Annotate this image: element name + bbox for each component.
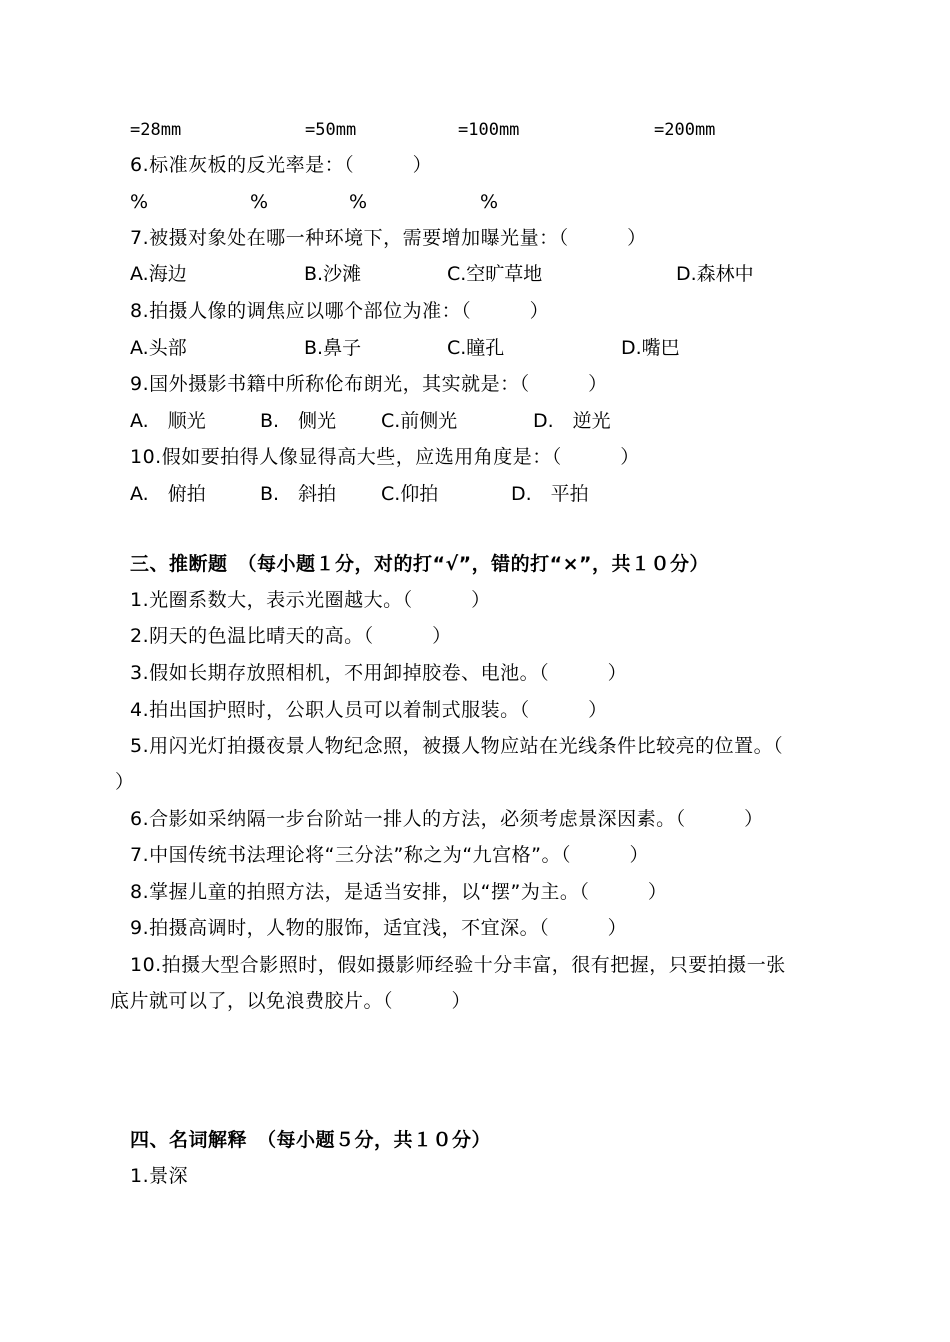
section-3-heading: 三、推断题 （每小题１分，对的打“√”，错的打“×”，共１０分） <box>130 553 710 575</box>
q9-option-b: B. 侧光 <box>260 410 337 432</box>
q6-option-b: % <box>250 191 269 213</box>
list-item: 2.阴天的色温比晴天的高。（ ） <box>130 625 452 647</box>
q7-option-c: C.空旷草地 <box>447 263 543 285</box>
list-item-continuation: 底片就可以了，以免浪费胶片。（ ） <box>110 990 472 1012</box>
q10-option-c: C.仰拍 <box>381 483 439 505</box>
question-9: 9.国外摄影书籍中所称伦布朗光，其实就是：（ ） <box>130 373 608 395</box>
list-item: 7.中国传统书法理论将“三分法”称之为“九宫格”。（ ） <box>130 844 650 866</box>
list-item: 6.合影如采纳隔一步台阶站一排人的方法，必须考虑景深因素。（ ） <box>130 808 764 830</box>
q8-option-b: B.鼻子 <box>304 337 362 359</box>
question-8: 8.拍摄人像的调焦应以哪个部位为准：（ ） <box>130 300 550 322</box>
list-item: 3.假如长期存放照相机，不用卸掉胶卷、电池。（ ） <box>130 662 628 684</box>
q5-option-a: =28mm <box>130 120 182 140</box>
list-item: 5.用闪光灯拍摄夜景人物纪念照，被摄人物应站在光线条件比较亮的位置。（ <box>130 735 784 757</box>
q5-option-b: =50mm <box>305 120 357 140</box>
q5-option-d: =200mm <box>654 120 716 140</box>
question-7: 7.被摄对象处在哪一种环境下，需要增加曝光量：（ ） <box>130 227 647 249</box>
q10-option-a: A. 俯拍 <box>130 483 206 505</box>
question-10: 10.假如要拍得人像显得高大些，应选用角度是：（ ） <box>130 446 640 468</box>
q6-option-a: % <box>130 191 149 213</box>
q5-option-c: =100mm <box>458 120 520 140</box>
section-4-heading: 四、名词解释 （每小题５分，共１０分） <box>130 1129 492 1151</box>
list-item: 4.拍出国护照时，公职人员可以着制式服装。（ ） <box>130 699 608 721</box>
q9-option-a: A. 顺光 <box>130 410 206 432</box>
q8-option-c: C.瞳孔 <box>447 337 505 359</box>
q6-option-d: % <box>480 191 499 213</box>
list-item: 8.掌握儿童的拍照方法，是适当安排，以“摆”为主。（ ） <box>130 881 668 903</box>
list-item: 1.景深 <box>130 1165 189 1187</box>
q9-option-c: C.前侧光 <box>381 410 458 432</box>
q6-option-c: % <box>349 191 368 213</box>
q8-option-d: D.嘴巴 <box>621 337 680 359</box>
q8-option-a: A.头部 <box>130 337 187 359</box>
list-item: 10.拍摄大型合影照时，假如摄影师经验十分丰富，很有把握，只要拍摄一张 <box>130 954 786 976</box>
list-item: 1.光圈系数大，表示光圈越大。（ ） <box>130 589 491 611</box>
q7-option-b: B.沙滩 <box>304 263 362 285</box>
q10-option-b: B. 斜拍 <box>260 483 337 505</box>
q10-option-d: D. 平拍 <box>511 483 589 505</box>
list-item-continuation: ） <box>115 771 135 793</box>
q7-option-d: D.森林中 <box>676 263 754 285</box>
q9-option-d: D. 逆光 <box>533 410 611 432</box>
question-6: 6.标准灰板的反光率是：（ ） <box>130 154 433 176</box>
q7-option-a: A.海边 <box>130 263 187 285</box>
list-item: 9.拍摄高调时，人物的服饰，适宜浅，不宜深。（ ） <box>130 917 628 939</box>
